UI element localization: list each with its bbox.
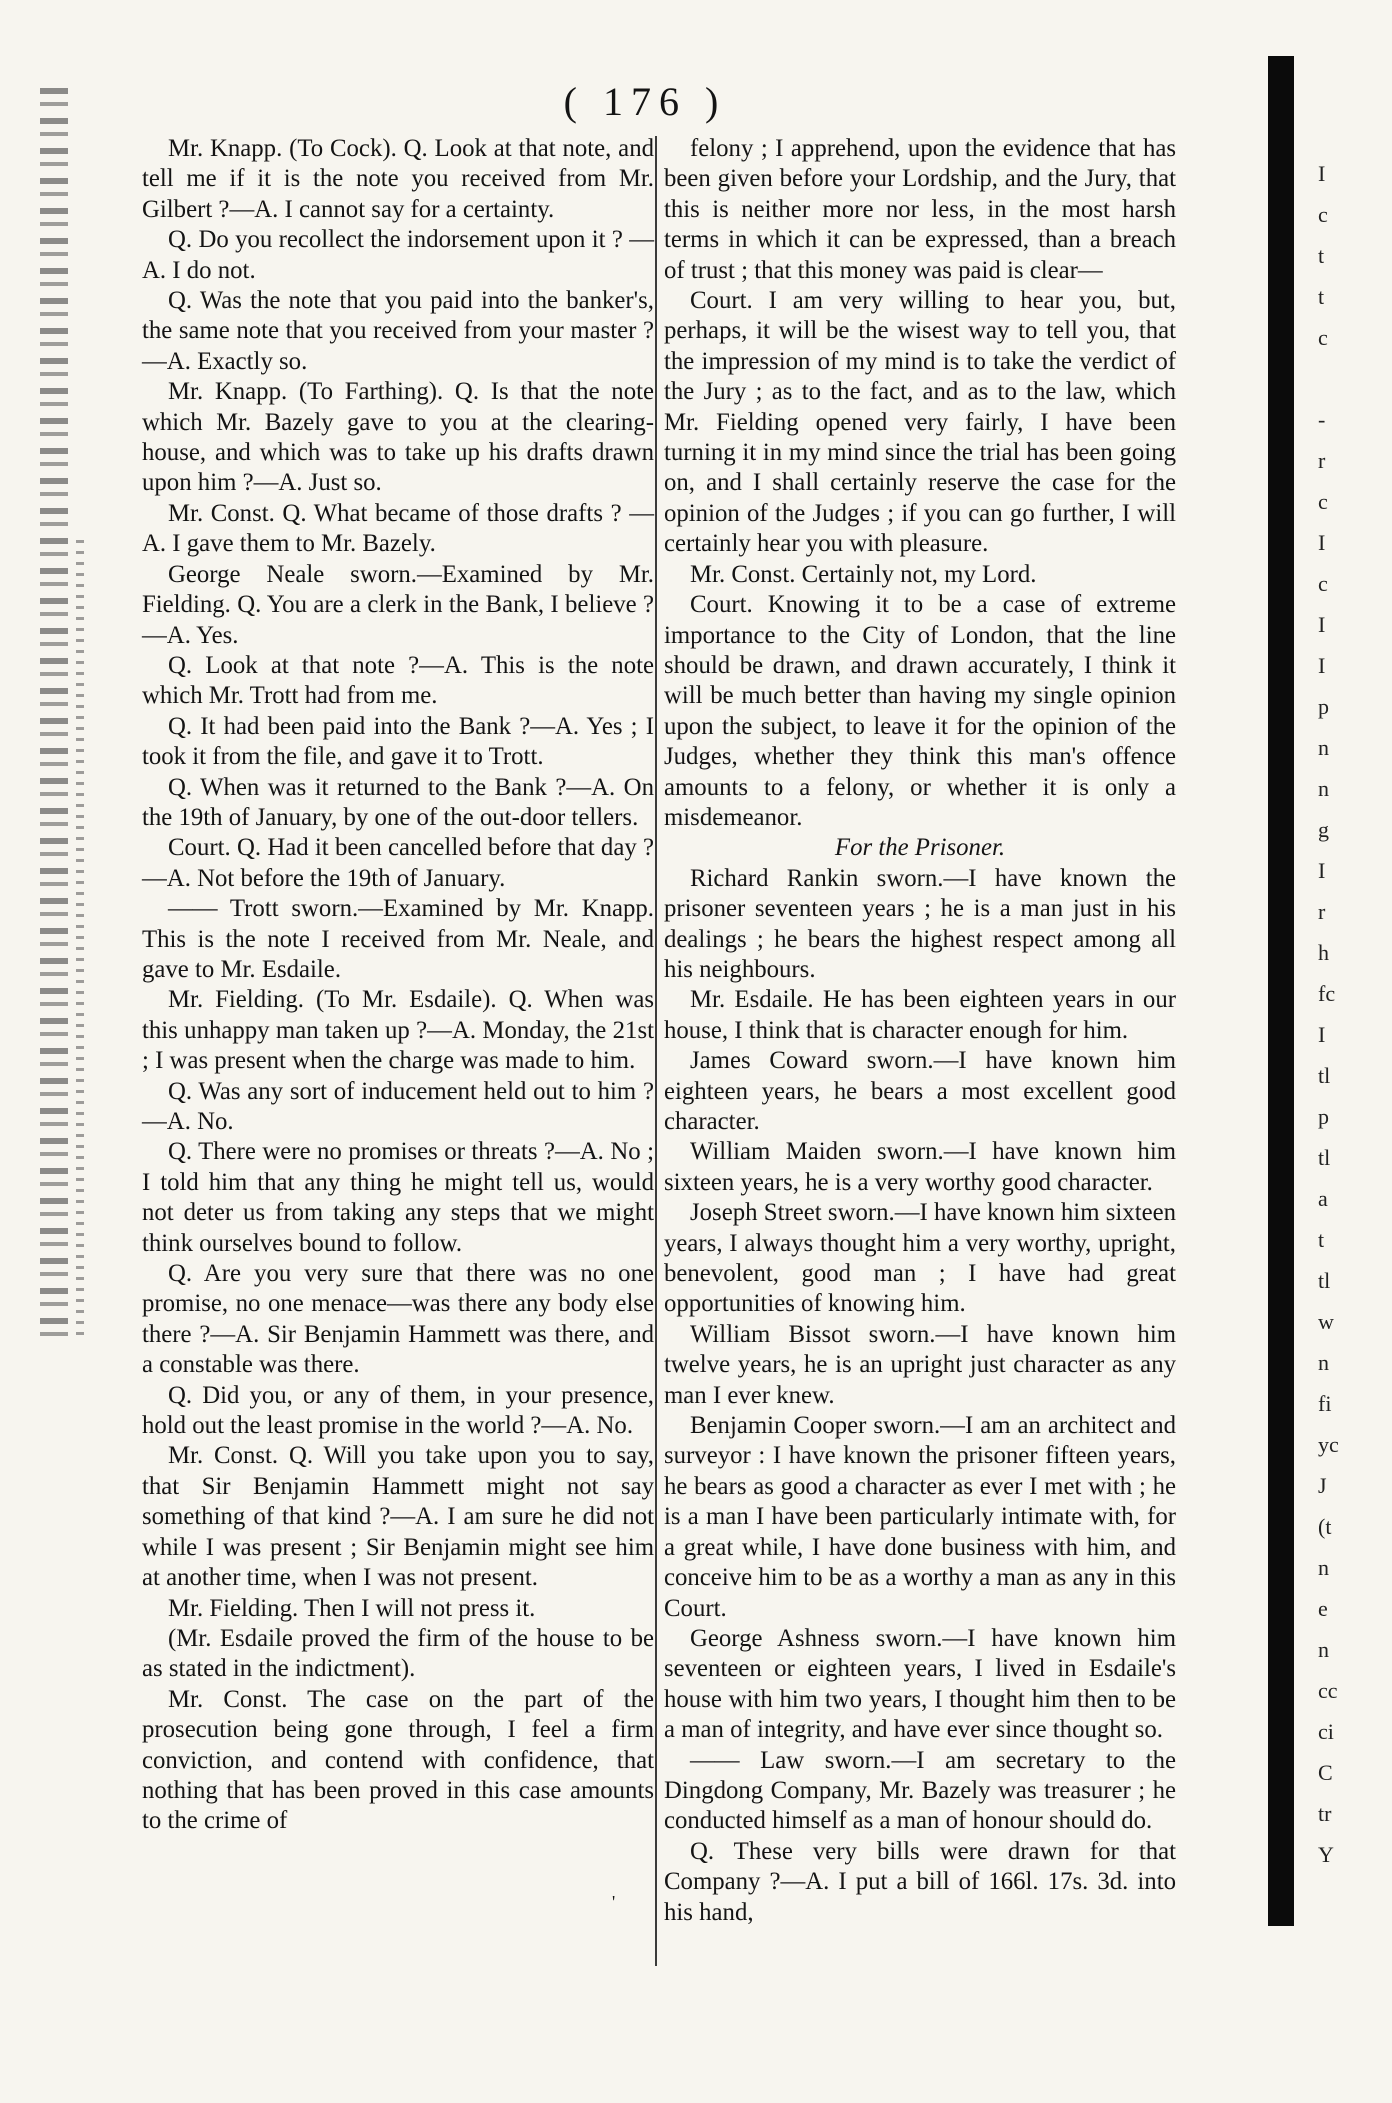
bleed-glyph	[1318, 365, 1378, 406]
paragraph: Mr. Const. Certainly not, my Lord.	[690, 560, 1037, 588]
paragraph: felony ; I apprehend, upon the evidence that has been given before your Lordship, and the Jury, that this is neither more nor less, in the most harsh terms in which it can be expressed, than a breach of trust ; that this money was paid is clear—	[664, 135, 1176, 284]
bleed-glyph: I	[1318, 653, 1326, 678]
paragraph: Q. When was it returned to the Bank ?—A. On the 19th of January, by one of the out-door tellers.	[142, 773, 654, 831]
paragraph: (Mr. Esdaile proved the firm of the house to be as stated in the indictment).	[142, 1624, 654, 1683]
bleed-glyph: t	[1318, 284, 1325, 309]
paragraph: Q. There were no promises or threats ?—A. No ; I told him that any thing he might tell us, would not deter us from taking any steps that we might think ourselves bound to follow.	[142, 1138, 654, 1257]
bleed-glyph: I	[1318, 1022, 1326, 1047]
paragraph: George Neale sworn.—Examined by Mr. Fielding. Q. You are a clerk in the Bank, I believe ?—A. Yes.	[142, 560, 654, 649]
paragraph: William Maiden sworn.—I have known him sixteen years, he is a very worthy good character.	[664, 1138, 1176, 1196]
bleed-glyph: n	[1318, 1637, 1329, 1662]
paragraph: Joseph Street sworn.—I have known him sixteen years, I always thought him a very worthy, upright, benevolent, good man ; I have had great opportunities of knowing him.	[664, 1199, 1176, 1318]
paragraph: Q. Do you recollect the indorsement upon it ? —A. I do not.	[142, 226, 654, 284]
column-divider	[655, 136, 657, 1966]
bleed-glyph: n	[1318, 735, 1329, 760]
bleed-glyph: I	[1318, 530, 1326, 555]
bleed-glyph: c	[1318, 489, 1328, 514]
paragraph: Mr. Knapp. (To Cock). Q. Look at that note, and tell me if it is the note you received from Mr. Gilbert ?—A. I cannot say for a certainty.	[142, 135, 654, 223]
paragraph: —— Law sworn.—I am secretary to the Dingdong Company, Mr. Bazely was treasurer ; he conducted himself as a man of honour should do.	[664, 1746, 1176, 1835]
bleed-glyph: J	[1318, 1473, 1327, 1498]
bleed-glyph: h	[1318, 940, 1329, 965]
bleed-glyph: fc	[1318, 981, 1336, 1006]
paragraph: George Ashness sworn.—I have known him seventeen or eighteen years, I lived in Esdaile's house with him two years, I thought him then to be a man of integrity, and have ever since thought so.	[664, 1624, 1176, 1744]
paragraph: William Bissot sworn.—I have known him twelve years, he is an upright just character as any man I ever knew.	[664, 1320, 1176, 1409]
bleed-glyph: I	[1318, 858, 1326, 883]
bleed-glyph: a	[1318, 1186, 1328, 1211]
bleed-glyph: tl	[1318, 1268, 1331, 1293]
bleed-glyph: c	[1318, 571, 1328, 596]
bleed-glyph: C	[1318, 1760, 1333, 1785]
bleed-glyph: I	[1318, 161, 1326, 186]
paragraph: Mr. Const. Q. Will you take upon you to say, that Sir Benjamin Hammett might not say something of that kind ?—A. I am sure he did not while I was present ; Sir Benjamin might see him at another time, when I was not present.	[142, 1442, 654, 1592]
bleed-glyph: yc	[1318, 1432, 1339, 1457]
paragraph: Q. It had been paid into the Bank ?—A. Yes ; I took it from the file, and gave it to Trott.	[142, 712, 654, 771]
bleed-glyph: (t	[1318, 1514, 1332, 1539]
bleed-glyph: n	[1318, 776, 1329, 801]
bleed-glyph: tl	[1318, 1063, 1331, 1088]
bleed-glyph: fi	[1318, 1391, 1332, 1416]
bleed-glyph: p	[1318, 1104, 1329, 1129]
paragraph: Benjamin Cooper sworn.—I am an architect and surveyor : I have known the prisoner fifteen years, he bears as good a character as ever I met with ; he is a man I have been particularly intimate with, for a great while, I have done business with him, and conceive him to be as a worthy a man as any in this Court.	[664, 1412, 1176, 1622]
bleed-glyph: t	[1318, 243, 1325, 268]
left-column	[142, 134, 654, 1837]
bleed-glyph: p	[1318, 694, 1329, 719]
bleed-glyph: r	[1318, 899, 1326, 924]
bleed-glyph: cc	[1318, 1678, 1338, 1703]
paragraph: For the Prisoner.	[834, 834, 1006, 862]
bleed-glyph: tl	[1318, 1145, 1331, 1170]
paragraph: Mr. Const. The case on the part of the prosecution being gone through, I feel a firm conviction, and contend with confidence, that nothing that has been proved in this case amounts to the crime of	[142, 1685, 654, 1835]
bleed-glyph: n	[1318, 1350, 1329, 1375]
paragraph: Q. Was any sort of inducement held out to him ? —A. No.	[142, 1077, 654, 1135]
bleed-glyph: -	[1318, 407, 1326, 432]
paragraph: James Coward sworn.—I have known him eighteen years, he bears a most excellent good character.	[664, 1047, 1176, 1135]
bleed-glyph: c	[1318, 202, 1328, 227]
facing-page-bleed	[1318, 160, 1378, 1882]
bleed-glyph: c	[1318, 325, 1328, 350]
footer-mark: '	[612, 1892, 616, 1912]
paragraph: Mr. Knapp. (To Farthing). Q. Is that the note which Mr. Bazely gave to you at the clearing-house, and which was to take up his drafts drawn upon him ?—A. Just so.	[142, 378, 654, 497]
paragraph: Q. Was the note that you paid into the banker's, the same note that you received from your master ? —A. Exactly so.	[142, 287, 654, 375]
right-column	[664, 134, 1176, 1928]
paragraph: Q. These very bills were drawn for that Company ?—A. I put a bill of 166l. 17s. 3d. into his hand,	[664, 1837, 1176, 1926]
bleed-glyph: I	[1318, 612, 1326, 637]
bleed-glyph: ci	[1318, 1719, 1334, 1744]
paragraph: Q. Look at that note ?—A. This is the note which Mr. Trott had from me.	[142, 651, 654, 710]
paragraph: Mr. Fielding. (To Mr. Esdaile). Q. When was this unhappy man taken up ?—A. Monday, the 21st ; I was present when the charge was made to him.	[142, 986, 654, 1075]
paragraph: Mr. Esdaile. He has been eighteen years in our house, I think that is character enough for him.	[664, 986, 1176, 1044]
bleed-glyph: g	[1318, 817, 1329, 842]
paragraph: Court. Knowing it to be a case of extreme importance to the City of London, that the line should be drawn, and drawn accurately, I think it will be much better than having my single opinion upon the subject, to leave it for the opinion of the Judges, whether they think this man's offence amounts to a felony, or whether it is only a misdemeanor.	[664, 591, 1176, 831]
bleed-glyph: r	[1318, 448, 1326, 473]
bleed-glyph: w	[1318, 1309, 1334, 1334]
page-number: ( 176 )	[563, 79, 727, 124]
paragraph: —— Trott sworn.—Examined by Mr. Knapp. This is the note I received from Mr. Neale, and gave to Mr. Esdaile.	[142, 895, 654, 983]
paragraph: Q. Did you, or any of them, in your presence, hold out the least promise in the world ?—A. No.	[142, 1381, 654, 1440]
binding-gutter-marks	[40, 88, 68, 1338]
paragraph: Mr. Fielding. Then I will not press it.	[168, 1594, 536, 1622]
bleed-glyph: e	[1318, 1596, 1328, 1621]
paragraph: Court. I am very willing to hear you, but, perhaps, it will be the wisest way to tell you, that the impression of my mind is to take the verdict of the Jury ; as to the fact, and as to the law, which Mr. Fielding opened very fairly, I have been turning it in my mind since the trial has been going on, and I shall certainly reserve the case for the opinion of the Judges ; if you can go further, I will certainly hear you with pleasure.	[664, 287, 1176, 558]
paragraph: Q. Are you very sure that there was no one promise, no one menace—was there any body else there ?—A. Sir Benjamin Hammett was there, and a constable was there.	[142, 1260, 654, 1379]
paragraph: Court. Q. Had it been cancelled before that day ?—A. Not before the 19th of January.	[142, 834, 654, 892]
bleed-glyph: n	[1318, 1555, 1329, 1580]
binding-gutter-marks-inner	[76, 540, 84, 1340]
paragraph: Richard Rankin sworn.—I have known the prisoner seventeen years ; he is a man just in his dealings ; he bears the highest respect among all his neighbours.	[664, 864, 1176, 983]
bleed-glyph: tr	[1318, 1801, 1332, 1826]
bleed-glyph: Y	[1318, 1842, 1334, 1867]
page-edge-shadow	[1268, 56, 1294, 1926]
paragraph: Mr. Const. Q. What became of those drafts ? —A. I gave them to Mr. Bazely.	[142, 499, 654, 558]
bleed-glyph: t	[1318, 1227, 1325, 1252]
